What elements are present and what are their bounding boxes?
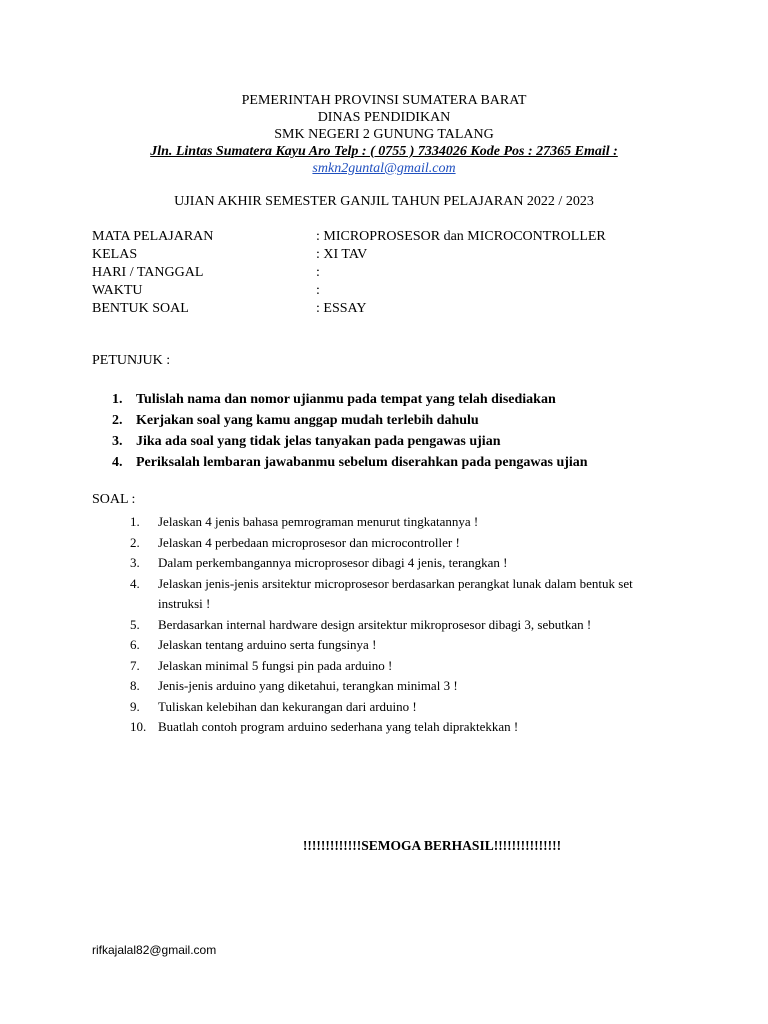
letterhead [0, 92, 768, 177]
header-school: SMK NEGERI 2 GUNUNG TALANG [274, 127, 494, 142]
info-row-date [92, 264, 606, 282]
question-text: Jelaskan minimal 5 fungsi pin pada arduino ! [158, 657, 393, 673]
info-label: HARI / TANGGAL [92, 265, 204, 280]
footer-email: rifkajalal82@gmail.com [92, 943, 217, 957]
header-address: Jln. Lintas Sumatera Kayu Aro Telp : ( 0755 ) 7334026 Kode Pos : 27365 Email : [150, 144, 618, 159]
info-row-class [92, 246, 606, 264]
info-label: BENTUK SOAL [92, 301, 189, 316]
question-text: Tuliskan kelebihan dan kekurangan dari arduino ! [158, 698, 417, 714]
info-value: : MICROPROSESOR dan MICROCONTROLLER [316, 229, 606, 244]
questions-list [130, 512, 678, 738]
info-value: : [316, 283, 320, 298]
question-text: Jelaskan jenis-jenis arsitektur microprosesor berdasarkan perangkat lunak dalam bentuk set instruksi ! [158, 575, 633, 611]
header-government: PEMERINTAH PROVINSI SUMATERA BARAT [241, 93, 527, 108]
list-item [112, 452, 588, 473]
question-item [130, 574, 678, 615]
question-number: 1. [130, 514, 140, 529]
questions-heading: SOAL : [92, 492, 136, 507]
question-number: 8. [130, 678, 140, 693]
question-item [130, 717, 678, 738]
question-text: Dalam perkembangannya microprosesor dibagi 4 jenis, terangkan ! [158, 555, 508, 570]
item-number: 1. [112, 392, 123, 407]
question-item [130, 656, 678, 677]
question-item [130, 615, 678, 636]
info-label: MATA PELAJARAN [92, 229, 214, 244]
closing-message: !!!!!!!!!!!!!SEMOGA BERHASIL!!!!!!!!!!!!!!! [302, 838, 562, 853]
info-row-question-type [92, 300, 606, 318]
info-label: WAKTU [92, 283, 143, 298]
list-item [112, 431, 588, 452]
question-item [130, 635, 678, 656]
question-text: Jelaskan 4 perbedaan microprosesor dan microcontroller ! [158, 534, 460, 550]
header-department: DINAS PENDIDIKAN [317, 110, 451, 125]
item-text: Jika ada soal yang tidak jelas tanyakan pada pengawas ujian [136, 434, 501, 449]
question-number: 2. [130, 534, 140, 550]
exam-info [92, 228, 606, 318]
item-number: 4. [112, 455, 123, 470]
exam-title: UJIAN AKHIR SEMESTER GANJIL TAHUN PELAJARAN 2022 / 2023 [174, 194, 594, 209]
instructions-heading: PETUNJUK : [92, 353, 171, 368]
info-value: : [316, 265, 320, 280]
question-number: 10. [130, 719, 147, 734]
question-item [130, 553, 678, 574]
question-text: Buatlah contoh program arduino sederhana yang telah dipraktekkan ! [158, 719, 519, 734]
question-item [130, 533, 678, 554]
list-item [112, 410, 588, 431]
question-number: 5. [130, 616, 140, 632]
question-number: 9. [130, 698, 140, 714]
instructions-list [112, 389, 588, 473]
question-item [130, 512, 678, 533]
list-item [112, 389, 588, 410]
info-row-subject [92, 228, 606, 246]
question-text: Berdasarkan internal hardware design arsitektur mikroprosesor dibagi 3, sebutkan ! [158, 616, 592, 632]
question-number: 4. [130, 575, 140, 591]
info-value: : ESSAY [316, 301, 367, 316]
question-text: Jelaskan 4 jenis bahasa pemrograman menurut tingkatannya ! [158, 514, 479, 529]
item-number: 3. [112, 434, 123, 449]
question-text: Jelaskan tentang arduino serta fungsinya ! [158, 637, 377, 652]
question-number: 6. [130, 637, 140, 652]
info-label: KELAS [92, 247, 138, 262]
item-text: Tulislah nama dan nomor ujianmu pada tempat yang telah disediakan [136, 392, 556, 407]
item-text: Kerjakan soal yang kamu anggap mudah terlebih dahulu [136, 413, 479, 428]
question-item [130, 676, 678, 697]
question-item [130, 697, 678, 718]
item-number: 2. [112, 413, 123, 428]
header-email-link[interactable]: smkn2guntal@gmail.com [312, 161, 456, 176]
info-value: : XI TAV [316, 247, 368, 262]
question-text: Jenis-jenis arduino yang diketahui, terangkan minimal 3 ! [158, 678, 458, 693]
question-number: 7. [130, 657, 140, 673]
info-row-time [92, 282, 606, 300]
item-text: Periksalah lembaran jawabanmu sebelum diserahkan pada pengawas ujian [136, 455, 588, 470]
question-number: 3. [130, 555, 140, 570]
